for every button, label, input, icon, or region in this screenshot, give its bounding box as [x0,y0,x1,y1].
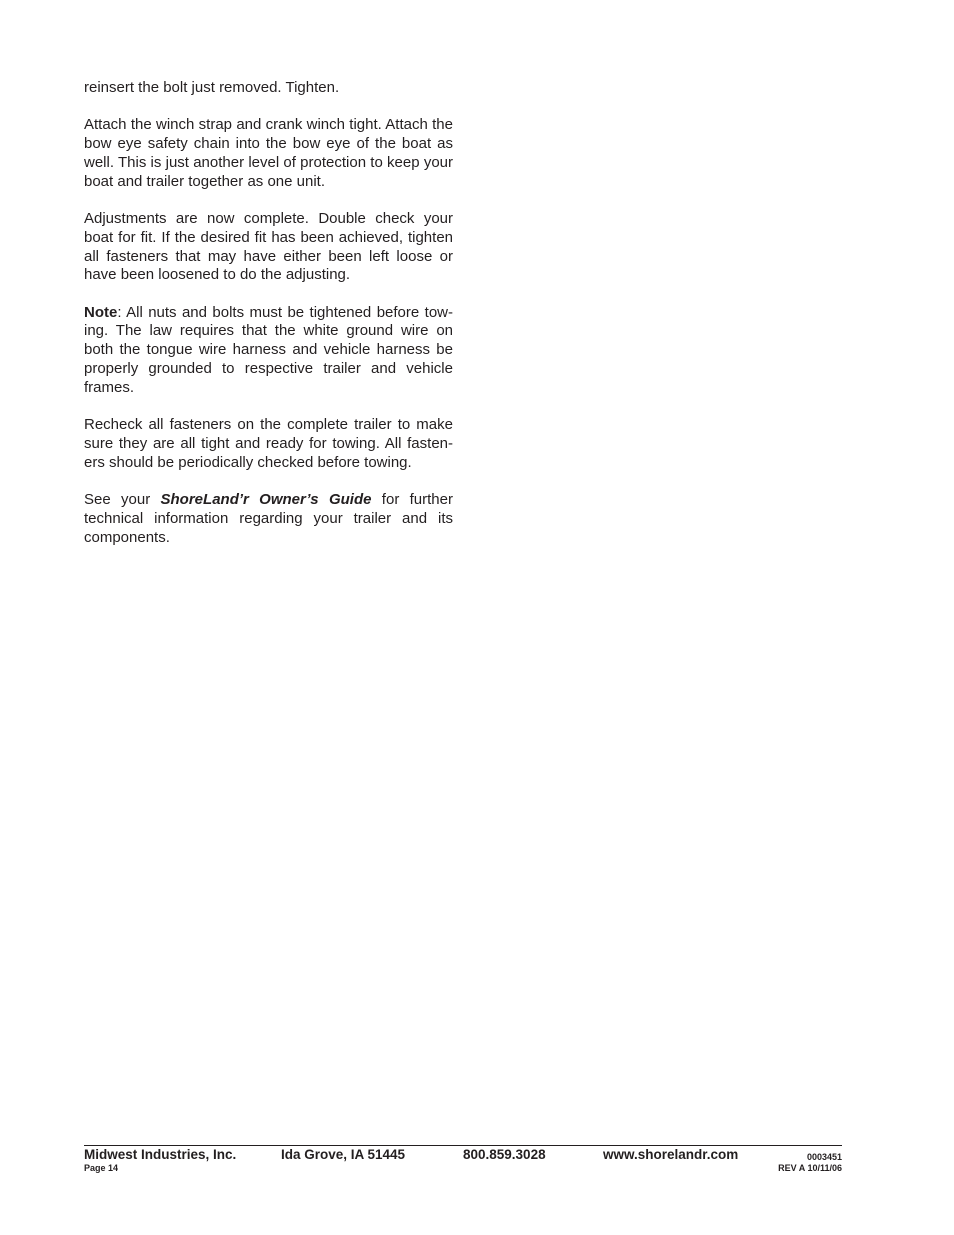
paragraph-reinsert-bolt: reinsert the bolt just removed. Tighten. [84,79,340,96]
text-column [84,79,453,566]
footer-page-number: Page 14 [84,1163,119,1173]
footer-website: www.shorelandr.com [603,1147,739,1162]
paragraph-winch-strap: Attach the winch strap and crank winch tight. Attach the bow eye safety chain into the bow eye of the boat as well. This is just another level of protection to keep your boat and trailer together as one unit. [84,116,453,190]
footer-divider [84,1145,842,1146]
note-text: : All nuts and bolts must be tightened before towing. The law requires that the white ground wire on both the tongue wire harness and vehicle harness be properly grounded to respective trailer and vehicle frames. [84,303,453,396]
paragraph-note [84,304,453,398]
paragraph-owners-guide [84,491,453,547]
guide-suffix: for further technical information regarding your trailer and its components. [84,491,453,546]
owners-guide-title: ShoreLand’r Owner’s Guide [160,491,372,509]
footer-revision: REV A 10/11/06 [778,1163,842,1173]
note-label: Note [84,303,118,321]
footer-company: Midwest Industries, Inc. [84,1147,237,1162]
footer-phone: 800.859.3028 [463,1147,546,1162]
guide-prefix: See your [84,491,161,509]
paragraph-recheck-fasteners: Recheck all fasteners on the complete trailer to make sure they are all tight and ready for towing. All fasteners should be periodically checked before towing. [84,416,453,471]
paragraph-adjustments-complete: Adjustments are now complete. Double check your boat for fit. If the desired fit has been achieved, tighten all fasteners that may have either been left loose or have been loosened to do the adjusting. [84,209,453,284]
footer-city: Ida Grove, IA 51445 [281,1147,406,1162]
footer-document-number: 0003451 [806,1152,842,1162]
